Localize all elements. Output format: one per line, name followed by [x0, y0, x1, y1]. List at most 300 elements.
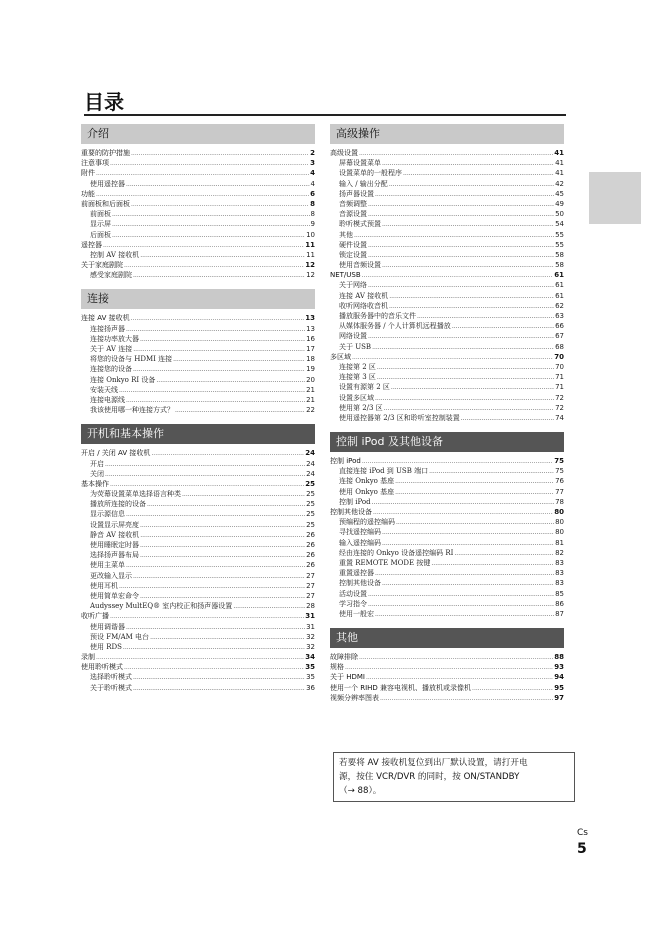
- toc-page-number: 82: [555, 548, 564, 557]
- dot-leader: [105, 470, 305, 480]
- toc-entry-title: 关于网络: [339, 281, 367, 290]
- toc-subentry[interactable]: [81, 632, 315, 642]
- toc-subentry[interactable]: [81, 683, 315, 693]
- toc-entry-title: 关于聆听模式: [90, 683, 132, 692]
- note-line: （→ 88）。: [339, 786, 382, 796]
- toc-chapter-entry[interactable]: [81, 448, 315, 458]
- toc-subentry[interactable]: [330, 168, 564, 178]
- toc-subentry[interactable]: [330, 568, 564, 578]
- toc-subentry[interactable]: [330, 179, 564, 189]
- dot-leader: [126, 623, 305, 633]
- toc-page-number: 78: [555, 497, 564, 506]
- toc-entry-title: 音频调整: [339, 199, 367, 208]
- toc-entry-title: 使用遥控器第 2/3 区和聆听室控制装置: [339, 413, 460, 422]
- dot-leader: [368, 332, 554, 342]
- toc-entry-title: 重要的防护措施: [81, 149, 130, 157]
- toc-page-number: 6: [310, 189, 315, 198]
- toc-page-number: 4: [310, 169, 315, 178]
- toc-subentry[interactable]: [81, 324, 315, 334]
- toc-subentry[interactable]: [330, 403, 564, 413]
- section-header: 开机和基本操作: [81, 424, 315, 444]
- toc-subentry[interactable]: [81, 344, 315, 354]
- toc-list: [81, 148, 315, 280]
- dot-leader: [151, 449, 304, 459]
- toc-chapter-entry[interactable]: [81, 148, 315, 158]
- toc-subentry[interactable]: [81, 405, 315, 415]
- toc-entry-title: 设置有源第 2 区: [339, 383, 390, 392]
- page-title: 目录: [84, 90, 124, 114]
- toc-entry-title: 将您的设备与 HDMI 连接: [90, 355, 173, 364]
- section-header: 控制 iPod 及其他设备: [330, 432, 564, 452]
- dot-leader: [126, 325, 305, 335]
- dot-leader: [368, 241, 554, 251]
- toc-entry-title: 安装天线: [90, 385, 118, 394]
- toc-subentry[interactable]: [81, 489, 315, 499]
- toc-page-number: 77: [555, 487, 564, 496]
- toc-page-number: 75: [554, 457, 564, 466]
- toc-subentry[interactable]: [330, 527, 564, 537]
- toc-page-number: 41: [555, 159, 564, 168]
- dot-leader: [96, 653, 304, 663]
- toc-entry-title: 使用第 2/3 区: [339, 403, 383, 412]
- toc-entry-title: 后面板: [90, 230, 111, 239]
- dot-leader: [233, 602, 305, 612]
- toc-chapter-entry[interactable]: [330, 693, 564, 703]
- toc-subentry[interactable]: [330, 291, 564, 301]
- toc-subentry[interactable]: [330, 240, 564, 250]
- toc-entry-title: 设置显示屏亮度: [90, 520, 139, 529]
- dot-leader: [389, 180, 554, 190]
- toc-entry-title: 使用主菜单: [90, 561, 125, 570]
- toc-subentry[interactable]: [330, 558, 564, 568]
- toc-entry-title: 连接 Onkyo 基座: [339, 477, 395, 486]
- toc-entry-title: 基本操作: [81, 479, 109, 488]
- dot-leader: [372, 343, 554, 353]
- toc-chapter-entry[interactable]: [330, 352, 564, 362]
- toc-subentry[interactable]: [81, 385, 315, 395]
- toc-entry-title: 设置菜单的一般程序: [339, 169, 402, 178]
- toc-subentry[interactable]: [81, 459, 315, 469]
- toc-subentry[interactable]: [330, 209, 564, 219]
- toc-list: [81, 448, 315, 693]
- toc-entry-title: 前面板和后面板: [81, 199, 130, 208]
- toc-subentry[interactable]: [81, 469, 315, 479]
- toc-page-number: 25: [306, 520, 315, 529]
- toc-entry-title: 我该使用哪一种连接方式？: [90, 406, 174, 415]
- toc-subentry[interactable]: [81, 530, 315, 540]
- toc-subentry[interactable]: [330, 342, 564, 352]
- toc-page-number: 41: [554, 149, 564, 157]
- toc-page-number: 19: [306, 365, 315, 374]
- dot-leader: [150, 633, 305, 643]
- toc-subentry[interactable]: [81, 179, 315, 189]
- dot-leader: [382, 528, 554, 538]
- toc-page-number: 22: [306, 406, 315, 415]
- toc-page-number: 80: [555, 528, 564, 537]
- toc-page-number: 83: [555, 579, 564, 588]
- toc-page-number: 42: [555, 179, 564, 188]
- toc-page-number: 66: [555, 322, 564, 331]
- toc-entry-title: 选择扬声器布局: [90, 551, 139, 560]
- toc-entry-title: 学习指令: [339, 599, 367, 608]
- toc-subentry[interactable]: [330, 476, 564, 486]
- dot-leader: [368, 281, 554, 291]
- toc-subentry[interactable]: [330, 189, 564, 199]
- toc-subentry[interactable]: [81, 209, 315, 219]
- toc-subentry[interactable]: [81, 672, 315, 682]
- dot-leader: [375, 569, 554, 579]
- toc-page-number: 31: [306, 622, 315, 631]
- toc-entry-title: 显示源信息: [90, 510, 125, 519]
- toc-page-number: 13: [305, 314, 315, 323]
- toc-page-number: 41: [555, 169, 564, 178]
- toc-entry-title: 收听网络收音机: [339, 301, 388, 310]
- dot-leader: [403, 169, 554, 179]
- toc-entry-title: 功能: [81, 189, 95, 198]
- toc-page-number: 11: [305, 240, 315, 249]
- toc-page-number: 95: [554, 683, 564, 692]
- toc-page-number: 34: [305, 653, 315, 662]
- toc-entry-title: 附件: [81, 169, 95, 178]
- toc-subentry[interactable]: [81, 499, 315, 509]
- dot-leader: [368, 200, 554, 210]
- dot-leader: [380, 694, 553, 704]
- toc-subentry[interactable]: [330, 301, 564, 311]
- toc-subentry[interactable]: [81, 540, 315, 550]
- toc-entry-title: 感受家庭剧院: [90, 271, 132, 280]
- toc-entry-title: 静音 AV 接收机: [90, 530, 140, 539]
- dot-leader: [131, 200, 309, 210]
- toc-page-number: 21: [306, 385, 315, 394]
- toc-page-number: 70: [554, 352, 564, 361]
- toc-subentry[interactable]: [330, 158, 564, 168]
- toc-page-number: 11: [306, 250, 315, 259]
- toc-page-number: 86: [555, 599, 564, 608]
- dot-leader: [126, 561, 305, 571]
- dot-leader: [112, 220, 310, 230]
- toc-entry-title: 使用 RDS: [90, 642, 122, 651]
- toc-subentry[interactable]: [330, 250, 564, 260]
- toc-subentry[interactable]: [330, 382, 564, 392]
- toc-page-number: 32: [306, 632, 315, 641]
- toc-chapter-entry[interactable]: [330, 652, 564, 662]
- toc-page-number: 50: [555, 210, 564, 219]
- toc-page-number: 58: [555, 261, 564, 270]
- toc-chapter-entry[interactable]: [81, 652, 315, 662]
- dot-leader: [131, 314, 305, 324]
- toc-entry-title: 控制其他设备: [330, 508, 372, 516]
- toc-chapter-entry[interactable]: [81, 168, 315, 178]
- toc-chapter-entry[interactable]: [330, 456, 564, 466]
- dot-leader: [126, 510, 305, 520]
- toc-entry-title: 锁定设置: [339, 250, 367, 259]
- toc-page-number: 55: [555, 240, 564, 249]
- dot-leader: [373, 508, 553, 518]
- toc-subentry[interactable]: [330, 230, 564, 240]
- toc-subentry[interactable]: [330, 393, 564, 403]
- toc-entry-title: 使用聆听模式: [81, 663, 123, 672]
- toc-entry-title: 播放服务器中的音乐文件: [339, 312, 416, 320]
- dot-leader: [472, 684, 553, 694]
- dot-leader: [395, 488, 554, 498]
- section-header: 介绍: [81, 124, 315, 144]
- toc-page-number: 68: [555, 342, 564, 351]
- dot-leader: [368, 590, 554, 600]
- dot-leader: [110, 159, 309, 169]
- toc-chapter-entry[interactable]: [81, 313, 315, 323]
- toc-subentry[interactable]: [81, 581, 315, 591]
- dot-leader: [382, 220, 554, 230]
- dot-leader: [354, 231, 554, 241]
- toc-subentry[interactable]: [330, 517, 564, 527]
- toc-entry-title: 直接连接 iPod 到 USB 端口: [339, 467, 429, 476]
- toc-entry-title: 高级设置: [330, 149, 358, 157]
- toc-subentry[interactable]: [81, 622, 315, 632]
- toc-chapter-entry[interactable]: [81, 260, 315, 270]
- toc-page-number: 12: [306, 271, 315, 280]
- toc-subentry[interactable]: [81, 250, 315, 260]
- toc-page-number: 93: [554, 663, 564, 672]
- toc-chapter-entry[interactable]: [81, 240, 315, 250]
- toc-entry-title: 控制 AV 接收机: [90, 250, 140, 259]
- toc-page-number: 35: [305, 663, 315, 672]
- toc-entry-title: 注意事项: [81, 159, 109, 168]
- toc-subentry[interactable]: [330, 331, 564, 341]
- toc-entry-title: 连接功率放大器: [90, 334, 139, 343]
- toc-page-number: 54: [555, 220, 564, 229]
- toc-page-number: 97: [554, 693, 564, 702]
- toc-entry-title: 连接 Onkyo RI 设备: [90, 375, 156, 384]
- toc-page-number: 45: [555, 189, 564, 198]
- toc-entry-title: 更改输入显示: [90, 571, 132, 580]
- toc-subentry[interactable]: [81, 642, 315, 652]
- toc-chapter-entry[interactable]: [330, 507, 564, 517]
- toc-subentry[interactable]: [81, 509, 315, 519]
- toc-chapter-entry[interactable]: [330, 148, 564, 158]
- dot-leader: [124, 663, 304, 673]
- toc-subentry[interactable]: [330, 280, 564, 290]
- toc-page-number: 16: [306, 334, 315, 343]
- toc-chapter-entry[interactable]: [81, 189, 315, 199]
- toc-chapter-entry[interactable]: [330, 270, 564, 280]
- toc-entry-title: 活动设置: [339, 589, 367, 598]
- dot-leader: [429, 467, 554, 477]
- toc-page-number: 8: [310, 199, 315, 208]
- toc-entry-title: 为荧幕设置菜单选择语言种类: [90, 490, 181, 499]
- dot-leader: [377, 363, 554, 373]
- dot-leader: [140, 541, 305, 551]
- dot-leader: [133, 365, 305, 375]
- toc-page-number: 35: [306, 673, 315, 682]
- toc-chapter-entry[interactable]: [81, 479, 315, 489]
- toc-subentry[interactable]: [81, 571, 315, 581]
- dot-leader: [372, 498, 554, 508]
- toc-subentry[interactable]: [330, 321, 564, 331]
- toc-chapter-entry[interactable]: [81, 662, 315, 672]
- toc-page-number: 17: [306, 345, 315, 353]
- toc-page-number: 26: [306, 551, 315, 560]
- toc-chapter-entry[interactable]: [81, 199, 315, 209]
- toc-entry-title: 硬件设置: [339, 240, 367, 249]
- toc-entry-title: 扬声器设置: [339, 189, 374, 198]
- toc-page-number: 72: [555, 393, 564, 402]
- toc-entry-title: 关于家庭剧院: [81, 261, 123, 270]
- toc-entry-title: 寻找遥控编码: [339, 528, 381, 537]
- toc-page-number: 24: [306, 459, 315, 468]
- toc-entry-title: 连接第 2 区: [339, 362, 376, 371]
- toc-page-number: 21: [306, 395, 315, 404]
- page-number: 5: [577, 841, 587, 857]
- dot-leader: [110, 612, 304, 622]
- toc-subentry[interactable]: [81, 334, 315, 344]
- toc-chapter-entry[interactable]: [330, 683, 564, 693]
- dot-leader: [454, 549, 554, 559]
- dot-leader: [140, 335, 305, 345]
- toc-chapter-entry[interactable]: [81, 611, 315, 621]
- toc-page-number: 8: [310, 210, 315, 219]
- toc-page-number: 25: [306, 510, 315, 519]
- toc-chapter-entry[interactable]: [81, 158, 315, 168]
- toc-subentry[interactable]: [330, 487, 564, 497]
- dot-leader: [119, 386, 305, 396]
- toc-page-number: 76: [555, 477, 564, 486]
- dot-leader: [140, 521, 305, 531]
- dot-leader: [133, 684, 305, 694]
- dot-leader: [140, 531, 305, 541]
- toc-page-number: 63: [555, 312, 564, 320]
- reset-note-box: [333, 752, 575, 802]
- toc-entry-title: 预编程的遥控编码: [339, 518, 395, 527]
- toc-entry-title: 使用耳机: [90, 581, 118, 590]
- toc-chapter-entry[interactable]: [330, 672, 564, 682]
- toc-entry-title: 使用睡眠定时器: [90, 541, 139, 549]
- dot-leader: [140, 551, 305, 561]
- toc-subentry[interactable]: [81, 230, 315, 240]
- dot-leader: [368, 251, 554, 261]
- toc-entry-title: 使用音频设置: [339, 261, 381, 270]
- dot-leader: [395, 477, 554, 487]
- dot-leader: [126, 180, 310, 190]
- toc-subentry[interactable]: [330, 578, 564, 588]
- toc-subentry[interactable]: [81, 601, 315, 611]
- toc-subentry[interactable]: [81, 219, 315, 229]
- toc-page-number: 80: [555, 518, 564, 527]
- toc-subentry[interactable]: [330, 589, 564, 599]
- toc-page-number: 27: [306, 581, 315, 590]
- toc-list: [330, 652, 564, 703]
- toc-subentry[interactable]: [81, 591, 315, 601]
- toc-subentry[interactable]: [330, 413, 564, 423]
- dot-leader: [375, 610, 554, 620]
- toc-entry-title: 收听广播: [81, 612, 109, 621]
- toc-subentry[interactable]: [81, 354, 315, 364]
- toc-page-number: 26: [306, 530, 315, 539]
- dot-leader: [362, 271, 554, 281]
- toc-subentry[interactable]: [330, 548, 564, 558]
- title-divider: [84, 114, 566, 116]
- toc-subentry[interactable]: [81, 560, 315, 570]
- toc-entry-title: 录制: [81, 653, 95, 662]
- section-header: 其他: [330, 628, 564, 648]
- dot-leader: [391, 383, 554, 393]
- toc-subentry[interactable]: [81, 520, 315, 530]
- toc-entry-title: 故障排除: [330, 653, 358, 662]
- toc-entry-title: 使用遥控器: [90, 179, 125, 188]
- toc-entry-title: 关于 USB: [339, 342, 372, 351]
- language-code: Cs: [577, 828, 588, 838]
- toc-entry-title: 使用一般宏: [339, 609, 374, 618]
- toc-page-number: 25: [306, 490, 315, 499]
- toc-entry-title: 遥控器: [81, 240, 102, 249]
- dot-leader: [452, 322, 554, 332]
- toc-page-number: 83: [555, 558, 564, 567]
- toc-chapter-entry[interactable]: [330, 662, 564, 672]
- toc-page-number: 71: [555, 383, 564, 392]
- toc-page-number: 88: [554, 653, 564, 662]
- dot-leader: [431, 559, 554, 569]
- toc-page-number: 67: [555, 332, 564, 341]
- toc-entry-title: 其他: [339, 230, 353, 239]
- dot-leader: [375, 190, 554, 200]
- toc-subentry[interactable]: [330, 219, 564, 229]
- toc-page-number: 4: [310, 179, 315, 188]
- toc-subentry[interactable]: [81, 375, 315, 385]
- toc-subentry[interactable]: [330, 609, 564, 619]
- toc-subentry[interactable]: [81, 395, 315, 405]
- toc-entry-title: NET/USB: [330, 271, 361, 280]
- toc-subentry[interactable]: [330, 497, 564, 507]
- toc-subentry[interactable]: [330, 260, 564, 270]
- note-line: 源，按住 VCR/DVR 的同时，按 ON/STANDBY: [339, 772, 520, 782]
- toc-page-number: 12: [305, 261, 315, 270]
- toc-entry-title: 控制 iPod: [330, 457, 361, 466]
- toc-page-number: 26: [306, 541, 315, 549]
- toc-page-number: 75: [555, 467, 564, 476]
- toc-subentry[interactable]: [330, 599, 564, 609]
- toc-entry-title: 规格: [330, 663, 344, 672]
- toc-subentry[interactable]: [330, 311, 564, 321]
- toc-entry-title: 重置遥控器: [339, 569, 374, 578]
- toc-page-number: 25: [306, 500, 315, 509]
- toc-subentry[interactable]: [330, 372, 564, 382]
- toc-entry-title: 显示屏: [90, 220, 111, 229]
- section-thumb-tab: [589, 172, 641, 224]
- right-column: [330, 124, 564, 712]
- toc-entry-title: 设置多区域: [339, 393, 374, 402]
- toc-subentry[interactable]: [330, 466, 564, 476]
- toc-entry-title: 使用 Onkyo 基座: [339, 487, 395, 496]
- toc-subentry[interactable]: [81, 550, 315, 560]
- toc-subentry[interactable]: [330, 538, 564, 548]
- toc-subentry[interactable]: [81, 270, 315, 280]
- toc-entry-title: 连接第 3 区: [339, 373, 376, 382]
- left-column: [81, 124, 315, 702]
- dot-leader: [345, 663, 553, 673]
- toc-subentry[interactable]: [330, 199, 564, 209]
- toc-entry-title: 从媒体服务器 / 个人计算机远程播放: [339, 322, 451, 331]
- toc-entry-title: 开启: [90, 459, 104, 468]
- toc-page-number: 94: [554, 673, 564, 682]
- dot-leader: [375, 394, 554, 404]
- toc-page-number: 24: [306, 469, 315, 478]
- toc-subentry[interactable]: [81, 364, 315, 374]
- toc-page-number: 55: [555, 230, 564, 239]
- toc-subentry[interactable]: [330, 362, 564, 372]
- toc-page-number: 62: [555, 301, 564, 310]
- toc-entry-title: 控制 iPod: [339, 497, 371, 506]
- toc-entry-title: 使用一个 RIHD 兼容电视机、播放机或录像机: [330, 683, 472, 692]
- dot-leader: [359, 149, 553, 159]
